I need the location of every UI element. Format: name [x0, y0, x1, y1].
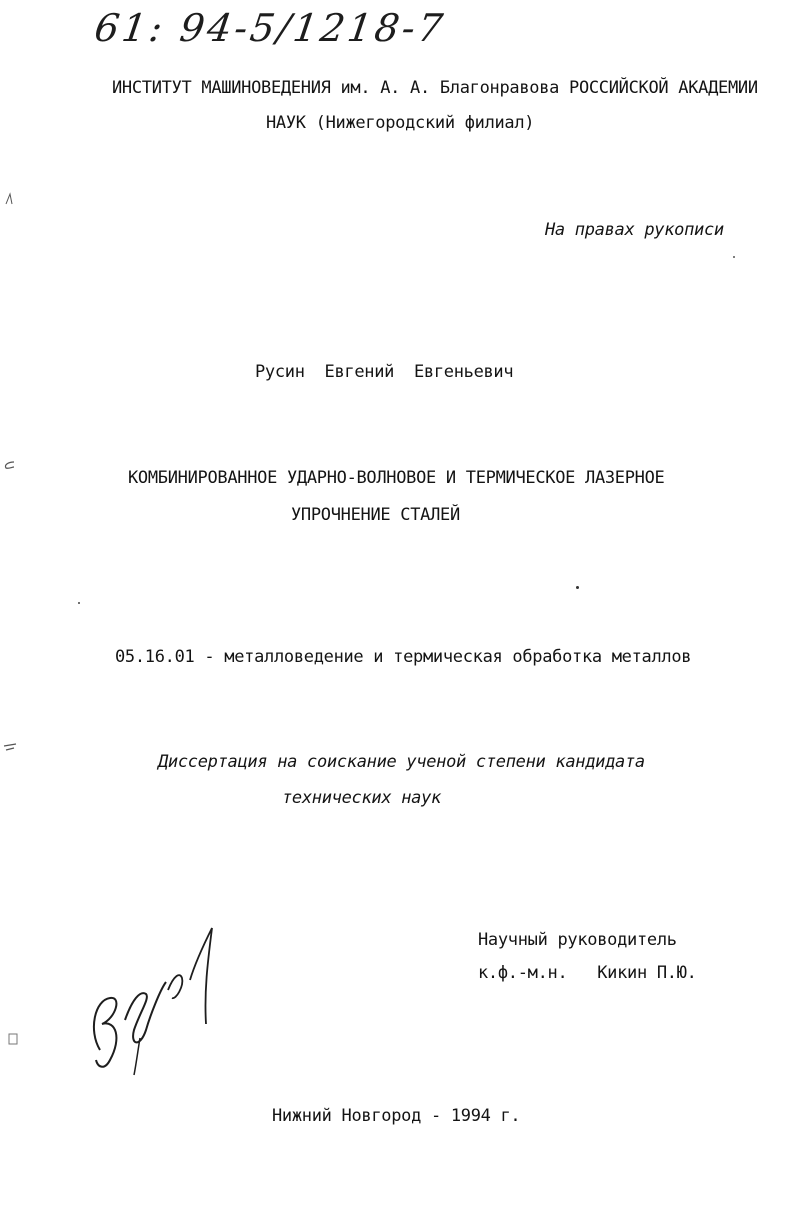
city-year: Нижний Новгород - 1994 г.: [272, 1106, 521, 1126]
scan-artifact: [2, 460, 16, 470]
degree-line-1: Диссертация на соискание ученой степени кандидата: [158, 752, 645, 772]
degree-line-2: технических наук: [282, 788, 441, 808]
rights-note: На правах рукописи: [545, 220, 724, 240]
institute-line-2: НАУК (Нижегородский филиал): [266, 113, 535, 133]
dissertation-title-line-1: КОМБИНИРОВАННОЕ УДАРНО-ВОЛНОВОЕ И ТЕРМИЧЕСКОЕ ЛАЗЕРНОЕ: [128, 468, 665, 488]
supervisor-label: Научный руководитель: [478, 930, 677, 950]
dissertation-title-line-2: УПРОЧНЕНИЕ СТАЛЕЙ: [291, 505, 460, 525]
supervisor-name: к.ф.-м.н. Кикин П.Ю.: [478, 963, 697, 983]
scan-artifact: [733, 256, 735, 258]
scan-artifact: [4, 192, 14, 206]
scan-artifact: [78, 602, 80, 604]
handwritten-signature: [80, 920, 230, 1080]
institute-line-1: ИНСТИТУТ МАШИНОВЕДЕНИЯ им. А. А. Благонравова РОССИЙСКОЙ АКАДЕМИИ: [112, 78, 758, 98]
author-name: Русин Евгений Евгеньевич: [255, 362, 514, 382]
scan-artifact: [2, 740, 18, 754]
handwritten-catalog-code: 61: 94-5/1218-7: [91, 6, 449, 50]
specialty-code: 05.16.01 - металловедение и термическая обработка металлов: [115, 647, 692, 667]
scan-artifact: [6, 1030, 20, 1048]
scan-artifact: [576, 586, 579, 589]
